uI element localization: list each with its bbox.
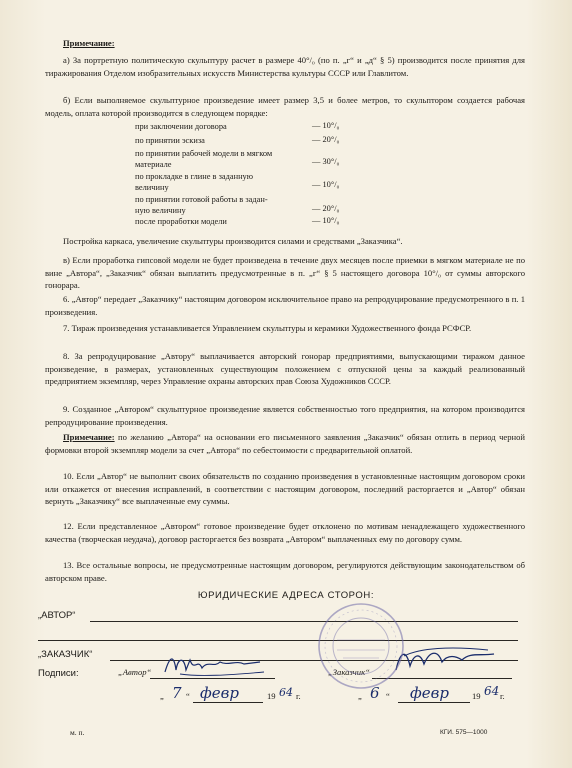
paragraph-13: 13. Все остальные вопросы, не предусмотренные настоящим договором, регулируются действующим законодательством об авторском праве. [45, 560, 525, 583]
schedule-value-5: — 20°/₀ [312, 204, 340, 213]
note-b: б) Если выполняемое скульптурное произведение имеет размер 3,5 и более метров, то скульптором создается рабочая модель, оплата которой производится в следующем порядке: [45, 95, 525, 118]
note-text: по желанию „Автора“ на основании его письменного заявления „Заказчик“ обязан отлить в период черной формовки второй экземпляр модели за счет „Автора“ по себестоимости с предварительной оплатой. [45, 432, 525, 455]
schedule-label-1: при заключении договора [135, 122, 227, 131]
date-customer-day: 6 [370, 684, 380, 702]
paragraph-10: 10. Если „Автор“ не выполнит своих обязательств по созданию произведения в установленные настоящим договором сроки или откажется от внесения исправлений, в соответствии с настоящим договором, последний расторгается и „Автор“ обязан вернуть „Заказчику“ все выплаченные ему суммы. [45, 471, 525, 507]
customer-address-label: „ЗАКАЗЧИК“ [38, 649, 93, 660]
paragraph-7: 7. Тираж произведения устанавливается Управлением скульптуры и керамики Художественного фонда РСФСР. [63, 323, 472, 333]
signature-author-label: „Автор“ [118, 667, 152, 677]
date-author-year-prefix: 19 [267, 691, 276, 701]
author-address-line-1 [90, 621, 518, 622]
paragraph-9-note [45, 431, 525, 456]
signature-customer-label: „Заказчик“ [328, 667, 370, 677]
schedule-label-5: по принятии готовой работы в задан- ную величину [135, 195, 268, 215]
date-author-day: 7 [172, 684, 182, 702]
seal-place-mark: м. п. [70, 728, 85, 737]
schedule-label-2: по принятии эскиза [135, 136, 205, 145]
date-author-open-quote: „ [160, 691, 164, 701]
addresses-title: ЮРИДИЧЕСКИЕ АДРЕСА СТОРОН: [197, 590, 375, 601]
date-customer-open-quote: „ [358, 691, 362, 701]
official-stamp [315, 600, 407, 692]
carcass-paragraph: Постройка каркаса, увеличение скульптуры производится силами и средствами „Заказчика“. [63, 236, 403, 246]
author-address-label: „АВТОР“ [38, 610, 76, 621]
schedule-value-2: — 20°/₀ [312, 135, 340, 144]
date-customer-year-prefix: 19 [472, 691, 481, 701]
date-customer-month-line [398, 702, 470, 703]
date-author-month-line [193, 702, 263, 703]
author-address-line-2 [38, 640, 518, 641]
date-author-year: 64 [279, 686, 293, 699]
paragraph-6: 6. „Автор“ передает „Заказчику“ настоящим договором исключительное право на репродуцирование предусмотренного в п. 1 произведения. [45, 294, 525, 317]
schedule-value-1: — 10°/₀ [312, 121, 340, 130]
note-v: в) Если проработка гипсовой модели не будет произведена в течение двух месяцев после приемки в мягком материале не по вине „Автора“, „Заказчик“ обязан выплатить предусмотренные в п. „г“ § 5 настоящего договора 10°/₀ от суммы авторского гонорара. [45, 255, 525, 291]
paragraph-9: 9. Созданное „Автором“ скульптурное произведение является собственностью того предприятия, на котором производится репродуцирование произведения. [45, 404, 525, 427]
note-a: а) За портретную политическую скульптуру расчет в размере 40°/₀ (по п. „г“ и „д“ § 5) производится после принятия для тиражирования Отделом изобразительных искусств Министерства культуры СССР или Главлитом. [45, 55, 525, 78]
schedule-label-6: после проработки модели [135, 217, 227, 226]
paragraph-12: 12. Если представленное „Автором“ готовое произведение будет отклонено по мотивам ненадлежащего художественного качества (творческая неудача), договор расторгается без возврата „Автором“ выплаченных ему по договору сумм. [45, 521, 525, 544]
paragraph-8: 8. За репродуцирование „Автору“ выплачивается авторский гонорар предприятиями, выпускающими тиражом данное произведение, в размерах, установленных существующим положением с отпускной цены за каждый реализованный предприятием экземпляр, через Управление охраны авторских прав Союза Художников СССР. [45, 351, 525, 387]
print-code: КГИ. 575—1000 [440, 729, 488, 736]
date-customer-close-quote: “ [386, 691, 390, 701]
date-customer-suffix: г. [500, 691, 505, 701]
schedule-value-6: — 10°/₀ [312, 216, 340, 225]
signatures-label: Подписи: [38, 668, 79, 679]
date-author-suffix: г. [296, 691, 301, 701]
schedule-label-4: по прокладке в глине в заданную величину [135, 172, 253, 192]
date-author-close-quote: “ [186, 691, 190, 701]
author-signature-scribble [160, 650, 270, 680]
date-author-month: февр [200, 684, 239, 702]
schedule-label-3: по принятии рабочей модели в мягком материале [135, 149, 273, 169]
date-customer-month: февр [410, 684, 449, 702]
notes-title: Примечание: [63, 38, 115, 48]
schedule-value-3: — 30°/₀ [312, 157, 340, 166]
schedule-value-4: — 10°/₀ [312, 180, 340, 189]
date-customer-year: 64 [484, 684, 500, 698]
note-label: Примечание: [63, 432, 115, 442]
